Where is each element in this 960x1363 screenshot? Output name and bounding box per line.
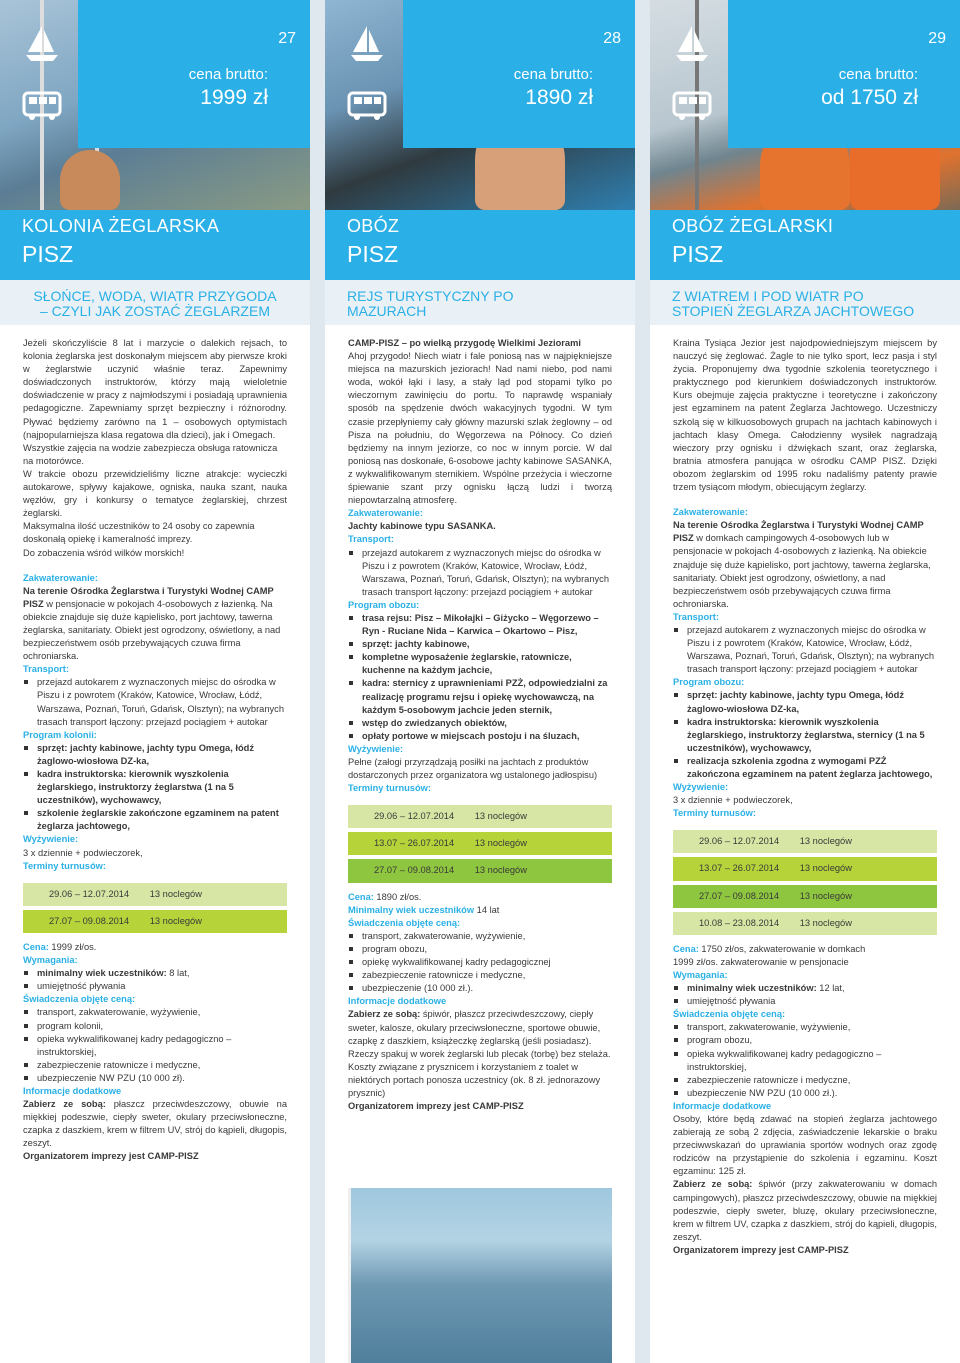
list-item: przejazd autokarem z wyznaczonych miejsc do ośrodka w Piszu i z powrotem (Kraków, Katowice, Wrocław, Łódź, Warszawa, Poznań, Toruń, Gdańsk, Olsztyn); na wybranych trasach transport łączony: przejazd pociągiem + autokar xyxy=(673,624,937,676)
feature-icons xyxy=(345,22,401,144)
price-label: cena brutto: xyxy=(513,66,593,83)
info-text: śpiwór, płaszcz przeciwdeszczowy, ciepły sweter, kalosze, okulary przeciwsłoneczne, sportowe obuwie, czapkę z daszkiem, książeczkę żeglarską (jeśli posiadasz). Rzeczy spakuj w worek żeglarski lub plecak (torbę) bez stelaża. Koszty związane z prysznicem i korzystaniem z toalet w niektórych portach ponosza uczestnicy (ok. 8 zł. jednorazowy prysznic) xyxy=(348,1009,611,1098)
terms-table xyxy=(348,801,612,886)
list-item: realizacja szkolenia zgodna z wymogami PZŻ zakończona egzaminem na patent żeglarza jachtowego, xyxy=(673,755,937,781)
subtitle-line1: SŁOŃCE, WODA, WIATR PRZYGODA xyxy=(33,288,277,304)
lodging-text: w pensjonacie w pokojach 4-osobowych z łazienką. Na obiekcie znajduje się duże kąpielisko, port jachtowy, tawerna żeglarska, sanitariaty. Obiekt jest ogrodzony, oświetlony, a nad bezpieczeństwem osób przebywających czuwa firma ochroniarska. xyxy=(23,598,281,662)
price-line-value: 1750 zł/os, zakwaterowanie w domkach xyxy=(698,943,866,954)
page-number: 28 xyxy=(603,30,621,47)
intro-paragraph: Kraina Tysiąca Jezior jest najodpowiedniejszym miejscem by nauczyć się żeglować. Żagle to nie tylko sport, lecz pasja i styl życia. Proponujemy dwa tygodnie szkolenia teoretycznego i praktycznego pod kierunkiem doświadczonych instruktorów. Kurs obejmuje zajęcia praktyczne i teoretyczne i zakończony jest egzaminem na patent Żeglarza Jachtowego. Uczestniczy szkolą się w kilkuosobowych grupach na jachtach kabinowych i jachtach klasy Omega. Całodzienny wysiłek nagradzają wieczory przy ognisku i dźwiękach szant, oraz żeglarska, bratnia atmosfera panująca w ośrodku CAMP PISZ. Dzięki obozom żeglarskim od 1995 roku nadaliśmy patenty prawie trzem tysiącom młodym, obiecującym żeglarzy. xyxy=(673,338,937,493)
page-number: 27 xyxy=(278,30,296,47)
table-row: 27.07 – 09.08.2014 13 noclegów xyxy=(673,885,937,908)
organizer-note: Organizatorem imprezy jest CAMP-PISZ xyxy=(23,1151,199,1162)
intro-paragraph: Maksymalna ilość uczestników to 24 osoby co zapewnia doskonałą opiekę i kameralność imprezy. xyxy=(23,521,255,545)
list-item: opłaty portowe w miejscach postoju i na śluzach, xyxy=(348,730,612,743)
list-item: przejazd autokarem z wyznaczonych miejsc do ośrodka w Piszu i z powrotem (Kraków, Katowice, Wrocław, Łódź, Warszawa, Poznań, Toruń, Gdańsk, Olsztyn); na wybranych trasach transport łączony: przejazd pociągiem + autokar xyxy=(348,547,612,599)
table-row: 27.07 – 09.08.2014 13 noclegów xyxy=(348,859,612,882)
price-value: od 1750 zł xyxy=(821,86,918,109)
offer-title xyxy=(650,210,960,280)
sailing-photo xyxy=(348,1188,612,1363)
price-line-label: Cena: xyxy=(23,941,49,952)
list-item: sprzęt: jachty kabinowe, jachty typu Omega, łódź żaglowo-wiosłowa DZ-ka, xyxy=(23,742,287,768)
offer-title-line2: PISZ xyxy=(347,241,399,267)
sailboat-icon xyxy=(670,22,714,66)
section-heading: Informacje dodatkowe xyxy=(23,1085,122,1096)
section-heading: Informacje dodatkowe xyxy=(348,996,447,1007)
offer-subtitle xyxy=(650,280,960,325)
section-heading: Wyżywienie: xyxy=(348,743,404,754)
column-separator xyxy=(310,0,325,1363)
list-item: trasa rejsu: Pisz – Mikołajki – Giżycko – Węgorzewo – Ryn - Ruciane Nida – Karwica – Okartowo – Pisz, xyxy=(348,612,612,638)
section-heading: Program obozu: xyxy=(673,677,745,688)
info-text: płaszcz przeciwdeszczowy, obuwie na miękkiej podeszwie, ciepły sweter, okulary przeciwsłoneczne, czapka z daszkiem, krem w filtrem UV, strój do kąpieli, długopis, zeszyt. xyxy=(23,1099,288,1149)
list-item: zabezpieczenie ratownicze i medyczne, xyxy=(673,1074,937,1087)
list-item: szkolenie żeglarskie zakończone egzaminem na patent żeglarza jachtowego, xyxy=(23,807,287,833)
offer-title-line1: KOLONIA ŻEGLARSKA xyxy=(22,216,220,236)
section-heading: Świadczenia objęte ceną: xyxy=(23,994,136,1005)
info-text: śpiwór (przy zakwaterowaniu w domach campingowych), płaszcz przeciwdeszczowy, obuwie na miękkiej podeszwie, ciepły sweter, bluzę, okulary przeciwsłoneczne, krem w filtrem UV, czapka z daszkiem, strój do kąpieli, długopis, zeszyt. xyxy=(673,1179,938,1242)
table-row: 29.06 – 12.07.2014 13 noclegów xyxy=(23,883,287,906)
subtitle-line1: Z WIATREM I POD WIATR PO xyxy=(672,288,864,304)
bus-icon xyxy=(670,83,714,127)
subtitle-line2: STOPIEŃ ŻEGLARZA JACHTOWEGO xyxy=(672,303,915,319)
list-item: program kolonii, xyxy=(23,1020,287,1033)
column-separator xyxy=(635,0,650,1363)
list-item: kadra instruktorska: kierownik wyszkolenia żeglarskiego, instruktorzy żeglarstwa (1 na 5 uczestników), wychowawcy, xyxy=(23,768,287,807)
offer-column-oboz-zeglarski xyxy=(650,0,960,1363)
list-item: zabezpieczenie ratownicze i medyczne, xyxy=(348,969,612,982)
offer-title-line1: OBÓZ ŻEGLARSKI xyxy=(672,216,834,236)
section-heading: Terminy turnusów: xyxy=(348,783,431,794)
section-heading: Zakwaterowanie: xyxy=(673,507,748,518)
price-line-label: Cena: xyxy=(673,943,699,954)
intro-paragraph: Ahoj przygodo! Niech wiatr i fale poniosą nas w najpiękniejsze miejsca na mazurskich jeziorach! Nad nami niebo, pod nami woda, wokół łąki i lasy, a stały ląd pod stopami tylko po wieczornym zawinięciu do portu. To naprawdę wspaniały sposób na spędzenie dwóch wakacyjnych tygodni. W tym czasie przepłyniemy cały główny mazurski szlak żeglowny – od Pisza na południu, do Węgorzewa na Północy. Co dzień będziemy na innym jeziorze, co noc w innym porcie. W dal poniosą nas doskonałe, 6-osobowe jachty kabinowe SASANKA, z wykwalifikowanym sternikiem. Wspólne przeżycia i wieczorne śpiewanie szant przy ognisku łączą ludzi i tworzą niepowtarzalną atmosferę. xyxy=(348,351,612,506)
section-heading: Wyżywienie: xyxy=(673,782,729,793)
lodging-place: Na terenie Ośrodka Żeglarstwa i Turystyki Wodnej CAMP PISZ xyxy=(23,585,274,609)
lodging-place: Jachty kabinowe typu SASANKA. xyxy=(348,521,496,532)
list-item: transport, zakwaterowanie, wyżywienie, xyxy=(348,930,612,943)
list-item: ubezpieczenie NW PZU (10 000 zł.). xyxy=(673,1087,937,1100)
feature-icons xyxy=(20,22,76,144)
intro-heading: CAMP-PISZ – po wielką przygodę Wielkimi Jeziorami xyxy=(348,338,581,348)
list-item: transport, zakwaterowanie, wyżywienie, xyxy=(23,1006,287,1019)
list-item: opiekę wykwalifikowanej kadry pedagogicznej xyxy=(348,956,612,969)
info-label: Zabierz ze sobą: xyxy=(348,1009,421,1020)
info-label: Zabierz ze sobą: xyxy=(23,1099,106,1110)
section-heading: Transport: xyxy=(348,534,394,545)
price-line-value: 1890 zł/os. xyxy=(373,891,422,902)
price-box xyxy=(78,0,310,148)
section-heading: Terminy turnusów: xyxy=(673,808,756,819)
list-item: program obozu, xyxy=(348,943,612,956)
list-item: ubezpieczenie NW PZU (10 000 zł). xyxy=(23,1072,287,1085)
offer-title-line1: OBÓZ xyxy=(347,216,400,236)
table-row: 29.06 – 12.07.2014 13 noclegów xyxy=(673,830,937,853)
terms-table xyxy=(673,826,937,938)
offer-column-rejs xyxy=(325,0,635,1363)
offer-subtitle xyxy=(325,280,635,325)
section-heading: Transport: xyxy=(23,664,69,675)
organizer-note: Organizatorem imprezy jest CAMP-PISZ xyxy=(348,1101,524,1112)
offer-title xyxy=(0,210,310,280)
section-heading: Wymagania: xyxy=(23,955,78,966)
price-line-value: 1999 zł/os. xyxy=(48,941,97,952)
list-item: opieka wykwalifikowanej kadry pedagogiczno – instruktorskiej, xyxy=(673,1048,937,1074)
subtitle-line2: MAZURACH xyxy=(347,303,427,319)
section-heading: Informacje dodatkowe xyxy=(673,1100,772,1111)
list-item: przejazd autokarem z wyznaczonych miejsc do ośrodka w Piszu i z powrotem (Kraków, Katowice, Wrocław, Łódź, Warszawa, Poznań, Toruń, Gdańsk, Olsztyn); na wybranych trasach transport łączony: przejazd pociągiem + autokar xyxy=(23,676,287,728)
info-paragraph: Osoby, które będą zdawać na stopień żeglarza jachtowego zabierają ze sobą 2 zdjęcia, zaświadczenie lekarskie o braku przeciwwskazań do uprawiania sportów wodnych oraz zgodę rodziców na przystąpienie do szkolenia i egzaminu. Koszt egzaminu: 125 zł. xyxy=(673,1113,937,1177)
section-heading: Wyżywienie: xyxy=(23,834,79,845)
subtitle-line1: REJS TURYSTYCZNY PO xyxy=(347,288,514,304)
offer-description xyxy=(23,337,287,1164)
offer-title-line2: PISZ xyxy=(672,241,724,267)
price-line-2: 1999 zł/os. zakwaterowanie w pensjonacie xyxy=(673,956,849,967)
list-item: kadra: sternicy z uprawnieniami PZŻ, odpowiedzialni za realizację programu rejsu i opiekę wychowawczą, na każdym 5-osobowym jachcie jeden sternik, xyxy=(348,677,612,716)
lodging-text: w domkach campingowych 4-osobowych lub w pensjonacie w pokojach 4-osobowych z łazienką. Na obiekcie znajduje się duże kąpielisko, port jachtowy, tawerna żeglarska, sanitariaty. Obiekt jest ogrodzony, oświetlony, a nad bezpieczeństwem osób przebywających czuwa firma ochroniarska. xyxy=(673,533,931,609)
table-row: 13.07 – 26.07.2014 13 noclegów xyxy=(673,857,937,880)
table-row: 10.08 – 23.08.2014 13 noclegów xyxy=(673,912,937,935)
price-box xyxy=(728,0,960,148)
list-item: minimalny wiek uczestników: 12 lat, xyxy=(673,982,937,995)
section-heading: Transport: xyxy=(673,611,719,622)
min-age-value: 14 lat xyxy=(474,904,500,915)
section-heading: Świadczenia objęte ceną: xyxy=(673,1009,786,1020)
table-row: 27.07 – 09.08.2014 13 noclegów xyxy=(23,910,287,933)
lodging-place: Na terenie Ośrodka Żeglarstwa i Turystyki Wodnej CAMP PISZ xyxy=(673,520,924,544)
list-item: minimalny wiek uczestników: 8 lat, xyxy=(23,967,287,980)
bus-icon xyxy=(20,83,64,127)
offer-description xyxy=(673,337,937,1257)
food-text: 3 x dziennie + podwieczorek, xyxy=(23,847,143,858)
offer-title-line2: PISZ xyxy=(22,241,74,267)
intro-paragraph: Jeżeli skończyliście 8 lat i marzycie o dalekich rejsach, to kolonia żeglarska jest doskonałym miejscem aby pierwsze kroki w żeglarstwie uczynić właśnie teraz. Zapewnimy doświadczonych instruktorów, którzy mają wieloletnie doświadczenie w pracy z najmłodszymi i posiadają uprawnienia pedagogiczne. Zapewniamy sprzęt bezpieczny i różnorodny. Pływać będziemy zarówno na 1 – osobowych optymistach (najpopularniejsza klasa regatowa dla dzieci), jak i Omegach. xyxy=(23,338,287,440)
list-item: sprzęt: jachty kabinowe, jachty typu Omega, łódź żaglowo-wiosłowa DZ-ka, xyxy=(673,689,937,715)
offer-column-kolonia xyxy=(0,0,310,1363)
intro-paragraph: Do zobaczenia wśród wilków morskich! xyxy=(23,547,185,558)
sailboat-icon xyxy=(20,22,64,66)
section-heading: Świadczenia objęte ceną: xyxy=(348,917,461,928)
price-box xyxy=(403,0,635,148)
feature-icons xyxy=(670,22,726,144)
offer-title xyxy=(325,210,635,280)
organizer-note: Organizatorem imprezy jest CAMP-PISZ xyxy=(673,1244,849,1255)
list-item: sprzęt: jachty kabinowe, xyxy=(348,638,612,651)
min-age-label: Minimalny wiek uczestników xyxy=(348,904,475,915)
list-item: ubezpieczenie (10 000 zł.). xyxy=(348,982,612,995)
list-item: umiejętność pływania xyxy=(673,995,937,1008)
list-item: program obozu, xyxy=(673,1034,937,1047)
section-heading: Zakwaterowanie: xyxy=(23,572,98,583)
table-row: 13.07 – 26.07.2014 13 noclegów xyxy=(348,832,612,855)
bus-icon xyxy=(345,83,389,127)
section-heading: Terminy turnusów: xyxy=(23,860,106,871)
page-number: 29 xyxy=(928,30,946,47)
info-label: Zabierz ze sobą: xyxy=(673,1179,753,1190)
subtitle-line2: – CZYLI JAK ZOSTAĆ ŻEGLARZEM xyxy=(39,303,270,319)
list-item: umiejętność pływania xyxy=(23,980,287,993)
terms-table xyxy=(23,879,287,937)
section-heading: Wymagania: xyxy=(673,969,728,980)
list-item: kompletne wyposażenie żeglarskie, ratownicze, kuchenne na każdym jachcie, xyxy=(348,651,612,677)
intro-paragraph: W trakcie obozu przewidzieliśmy liczne atrakcje: wycieczki autokarowe, spływy kajakowe, ogniska, nauka szant, nauka węzłów, gry i konkursy o tematyce żeglarskiej, chrzest żeglarski. xyxy=(23,468,287,519)
list-item: transport, zakwaterowanie, wyżywienie, xyxy=(673,1021,937,1034)
price-line-label: Cena: xyxy=(348,891,374,902)
intro-paragraph: Wszystkie zajęcia na wodzie zabezpiecza obsługa ratownicza na motorówce. xyxy=(23,442,278,466)
price-label: cena brutto: xyxy=(838,66,918,83)
offer-subtitle xyxy=(0,280,310,325)
food-text: 3 x dziennie + podwieczorek, xyxy=(673,795,793,806)
section-heading: Program obozu: xyxy=(348,599,420,610)
price-value: 1890 zł xyxy=(525,86,593,109)
section-heading: Zakwaterowanie: xyxy=(348,508,423,519)
food-text: Pełne (załogi przyrządzają posiłki na jachtach z produktów dostarczonych przez organizatora wg ustalonego jadłospisu) xyxy=(348,757,598,781)
list-item: wstęp do zwiedzanych obiektów, xyxy=(348,717,612,730)
list-item: kadra instruktorska: kierownik wyszkolenia żeglarskiego, instruktorzy żeglarstwa, sternicy (1 na 5 uczestników), wychowawcy, xyxy=(673,716,937,755)
offer-description xyxy=(348,337,612,1113)
table-row: 29.06 – 12.07.2014 13 noclegów xyxy=(348,805,612,828)
section-heading: Program kolonii: xyxy=(23,729,97,740)
price-label: cena brutto: xyxy=(188,66,268,83)
list-item: opieka wykwalifikowanej kadry pedagogiczno – instruktorskiej, xyxy=(23,1033,287,1059)
sailboat-icon xyxy=(345,22,389,66)
list-item: zabezpieczenie ratownicze i medyczne, xyxy=(23,1059,287,1072)
price-value: 1999 zł xyxy=(200,86,268,109)
